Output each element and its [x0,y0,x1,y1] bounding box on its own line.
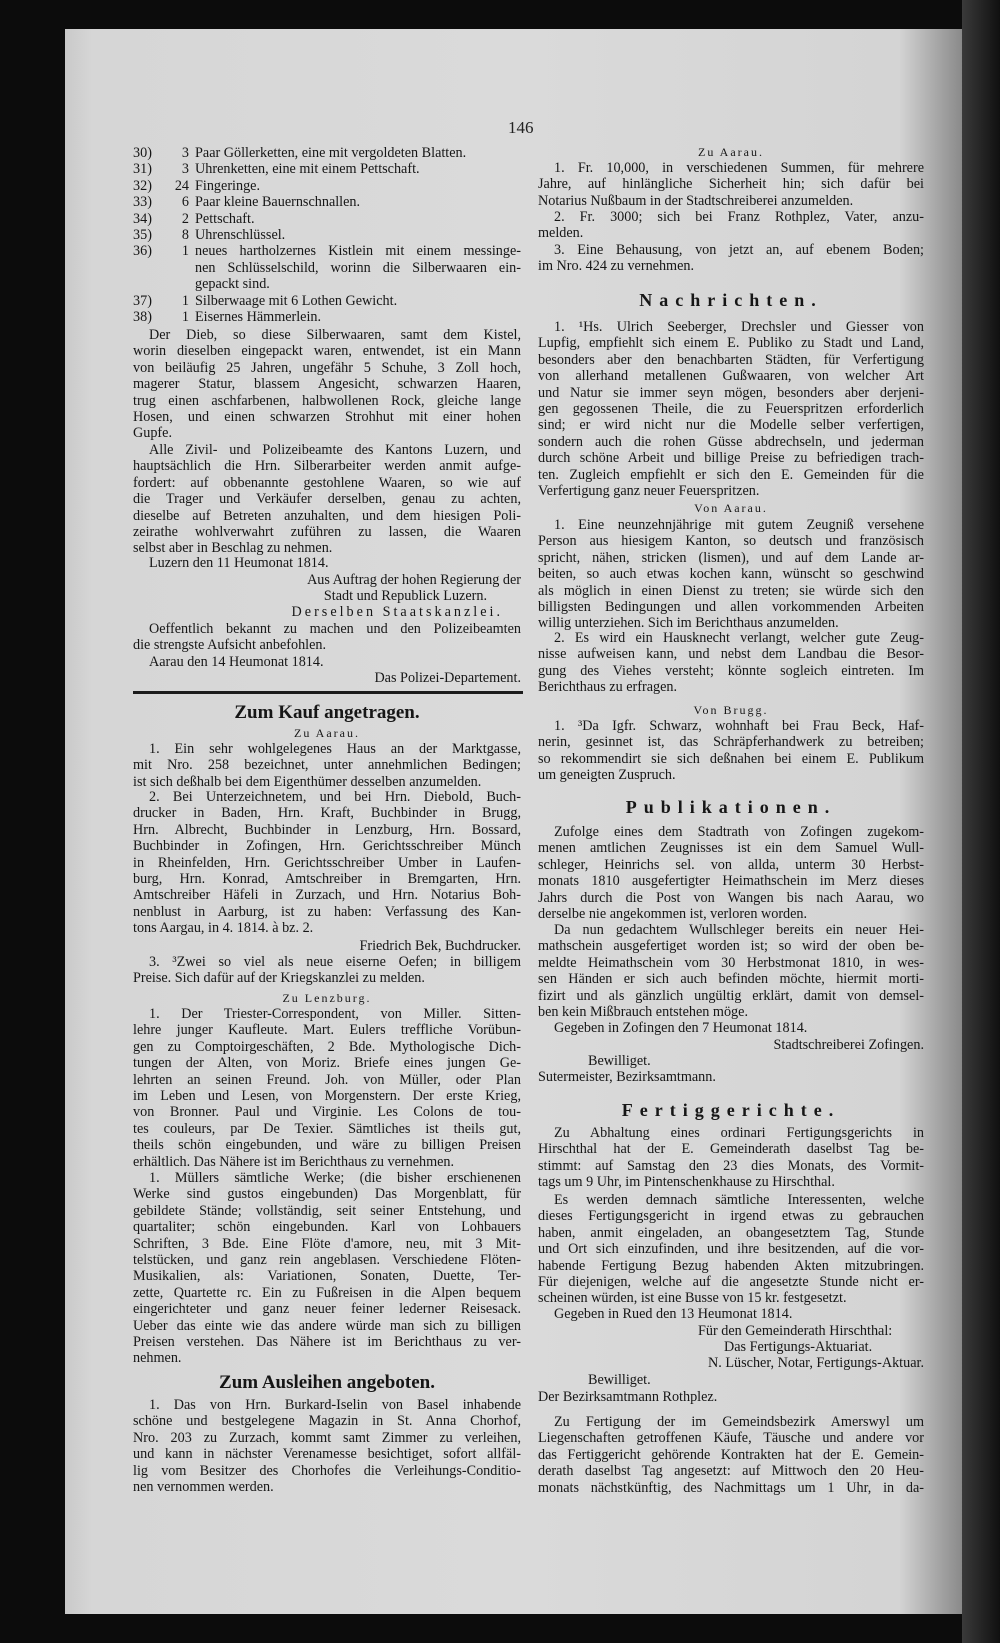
item-quantity [163,276,195,292]
text-line: sen Händen er sich auch befinden möchte, hiermit morti- [538,971,924,988]
text-line: Zu Fertigung der im Gemeindsbezirk Amerswyl um [554,1414,924,1430]
page-number: 146 [508,118,534,137]
court-signature-3: N. Lüscher, Notar, Fertigungs-Aktuar. [708,1355,924,1371]
text-line: 1. ¹Hs. Ulrich Seeberger, Drechsler und Giesser von [554,319,924,335]
police-appeal [133,442,521,557]
text-line: Zufolge eines dem Stadtrath von Zofingen zugekom- [554,824,924,840]
text-line: Verfertigung ganz neuer Feuerspritzen. [538,482,760,499]
publication-official: Sutermeister, Bezirksamtmann. [538,1069,716,1085]
item-text: nen Schlüsselschild, worinn die Silberwaaren ein- [195,259,521,276]
publication-approved: Bewilliget. [588,1053,651,1069]
text-line: und kann in nächster Verenamesse besichtiget, sofort allfäl- [133,1446,521,1463]
list-item [133,309,521,325]
text-line: Gupfe. [133,425,173,442]
text-line: mathschein ausgefertiget worden ist; so wird der oben be- [538,938,924,955]
text-line: Der Dieb, so diese Silberwaaren, samt dem Kistel, [149,327,521,343]
text-line: 1. Müllers sämtliche Werke; (die bisher erschienenen [149,1170,521,1186]
item-text: Silberwaage mit 6 Lothen Gewicht. [195,292,398,309]
item-quantity: 2 [181,210,189,227]
item-quantity: 6 [181,194,189,211]
item-number [133,260,163,276]
signature-stadt: Stadt und Republick Luzern. [323,588,487,604]
text-line: 2. Bei Unterzeichnetem, und bei Hrn. Diebold, Buch- [149,789,521,805]
list-item [133,178,521,194]
item-quantity: 1 [181,292,189,309]
list-item [133,276,521,292]
text-line: so rekommendirt sie sich deßnahen bei einem E. Publikum [538,750,924,767]
text-line: sind; er wird nicht nur die Modelle selber verfertigen, [538,417,924,434]
text-line: 1. Der Triester-Correspondent, von Miller. Sitten- [149,1006,521,1022]
text-line: in Rheinfelden, Hrn. Gerichtsschreiber Umber in Laufen- [133,854,521,871]
text-line: trug einen aschfarbenen, halbwollenen Rock, gleiche lange [133,392,521,409]
text-line: fordert: auf obbenannte gestohlene Waaren, so wie auf [133,474,521,491]
text-line: tags um 9 Uhr, im Pintenschenkhause zu Hirschthal. [538,1174,835,1191]
text-line: schleger, Heinrichs sel. von allda, unterm 30 Herbst- [538,856,924,873]
item-text: Eisernes Hämmerlein. [195,308,322,325]
text-line: magerer Statur, blassem Angesicht, schwarzen Haaren, [133,376,521,393]
text-line: habende Fertigung Bezug habenden Akten mitzubringen. [538,1257,924,1274]
loan-item-3 [538,242,924,275]
sale-item-2 [133,789,521,937]
item-quantity: 1 [181,308,189,325]
item-text: Paar kleine Bauernschnallen. [195,194,361,211]
text-line: Buchbinder in Zofingen, Hrn. Gerichtsschreiber Münch [133,838,521,855]
text-line: das Fertiggericht gehörende Kontrakten hat der E. Gemein- [538,1446,924,1463]
text-line: Ueber das einte wie das andere würde man sich zu billigen [133,1317,521,1334]
text-line: selbst aber in Beschlag zu nehmen. [133,540,333,557]
text-line: scheinen würden, ist eine Busse von 15 kr. festgesetzt. [538,1290,847,1307]
text-line: nisse aufweisen kann, und nebst dem Landbau die Besor- [538,646,924,663]
court-p2 [538,1192,924,1307]
text-line: und Ort sich einzufinden, und ihre besitzenden, auf die vor- [538,1241,924,1258]
polizei-signature: Das Polizei-Departement. [374,670,521,686]
list-item [133,260,521,276]
heading-zum-ausleihen: Zum Ausleihen angeboten. [219,1372,435,1393]
text-line: 1. ³Da Igfr. Schwarz, wohnhaft bei Frau Beck, Haf- [554,718,924,734]
text-line: Berichthaus zu erfragen. [538,679,678,696]
subheading-zu-aarau: Zu Aarau. [294,726,360,740]
heading-nachrichten: Nachrichten. [639,290,823,310]
text-line: gen zu Comptoirgeschäften, 2 Bde. Mythologische Dich- [133,1038,521,1055]
sale-item-3 [133,954,521,987]
item-number: 38) [133,308,152,325]
lenzburg-item-2 [133,1170,521,1367]
text-line: Amtschreiber Häfeli in Zurzach, und Hrn. Notarius Boh- [133,887,521,904]
text-line: ben kein Mißbrauch entstehen möge. [538,1003,748,1020]
publication-note [133,621,521,654]
publication-signature: Stadtschreiberei Zofingen. [773,1037,924,1053]
text-line: ist sich deßhalb bei dem Eigenthümer desselben anzumelden. [133,773,482,790]
text-line: Nro. 203 zu Zurzach, kommt samt Zimmer zu verleihen, [133,1429,521,1446]
heading-zum-kauf: Zum Kauf angetragen. [234,702,420,723]
court-p1 [538,1125,924,1191]
subheading-von-brugg: Von Brugg. [693,703,769,717]
text-line: billigsten Bedingungen und allen vorkommenden Arbeiten [538,598,924,615]
text-line: theils schön eingebunden, und wäre zu billigen Preisen [133,1137,521,1154]
text-line: telstücken, und ganz rein angeblasen. Verschiedene Flöten- [133,1251,521,1268]
text-line: menen amtlichen Zeugnisses ist ein dem Samuel Wull- [538,840,924,857]
text-line: tons Aargau, in 4. 1814. à bz. 2. [133,920,314,937]
text-line: von allerhand metallenen Gußwaaren, von welcher Art [538,368,924,385]
text-line: monats nächstkünftig, des Nachmittags um 1 Uhr, in da- [538,1479,924,1496]
text-line: Oeffentlich bekannt zu machen und den Polizeibeamten [149,621,521,637]
news-item-schwarz [538,718,924,784]
text-line: Zu Abhaltung eines ordinari Fertigungsgerichts in [554,1125,924,1141]
text-line: willig unterziehen. Sich im Berichthaus anzumelden. [538,615,839,632]
item-quantity: 3 [181,145,189,161]
text-line: tungen der Alten, von Moriz. Briefe eines jungen Ge- [133,1055,521,1072]
text-line: Liegenschaften getroffenen Käufe, Täusche und andere vor [538,1430,924,1447]
news-item-hausknecht [538,630,924,696]
heading-fertiggerichte: Fertiggerichte. [621,1100,841,1120]
text-line: Werke sind gustos eingebunden) Das Morgenblatt, für [133,1186,521,1203]
text-line: Alle Zivil- und Polizeibeamte des Kantons Luzern, und [149,442,521,458]
text-line: 1. Das von Hrn. Burkard-Iselin von Basel inhabende [149,1397,521,1413]
text-line: lig vom Besitzer des Chorhofes die Verleihungs-Conditio- [133,1462,521,1479]
text-line: Hirschthal hat der E. Gemeinderath daselbst Tag be- [538,1141,924,1158]
item-quantity [163,260,195,276]
item-text: Uhrenschlüssel. [195,226,286,243]
text-line: als möglich in einen Dienst zu treten; sie würde sich den [538,582,924,599]
list-item [133,211,521,227]
section-divider [133,691,523,694]
text-line: beiten, so auch etwas kochen kann, wünscht so geschwind [538,566,924,583]
text-line: die strengste Aufsicht anbefohlen. [133,637,327,654]
text-line: Person aus hiesigem Kanton, so deutsch und französisch [538,533,924,550]
item-number: 33) [133,194,152,211]
item-text: neues hartholzernes Kistlein mit einem messinge- [195,243,521,260]
list-item [133,243,521,259]
text-line: im Nro. 424 zu vernehmen. [538,258,695,275]
text-line: im Leben und Lesen, von Morgenstern. Der erste Krieg, [133,1087,521,1104]
text-line: eingerichteter und ganz neuer feiner lederner Reisesack. [133,1301,521,1318]
item-number: 36) [133,243,152,260]
text-line: 2. Fr. 3000; sich bei Franz Rothplez, Vater, anzu- [554,209,924,225]
text-line: Hrn. Albrecht, Buchbinder in Lenzburg, Hrn. Bossard, [133,821,521,838]
text-line: 1. Eine neunzehnjährige mit gutem Zeugniß versehene [554,517,924,533]
news-item-seeberger [538,319,924,499]
item-quantity: 8 [181,226,189,243]
bek-signature: Friedrich Bek, Buchdrucker. [359,938,521,954]
text-line: Jahrs durch die Post von Wangen bis nach Aarau, wo [538,889,924,906]
stolen-items-list [133,145,521,325]
subheading-zu-aarau-right: Zu Aarau. [698,145,764,159]
text-line: Notarius Nußbaum in der Stadtschreiberei anzumelden. [538,192,854,209]
text-line: Preise. Sich dafür auf der Kriegskanzlei zu melden. [133,970,425,987]
publication-p1 [538,824,924,922]
text-line: besonders aber den benachbarten Städten, für Verfertigung [538,351,924,368]
text-line: ten. Zugleich empfiehlt er sich den E. Gemeinden für die [538,466,924,483]
text-line: Preisen verstehen. Das Nähere ist im Berichthaus zu ver- [133,1333,521,1350]
item-quantity: 24 [174,177,189,194]
text-line: dieselbe auf Betreten anzuhalten, und dem hiesigen Poli- [133,507,521,524]
text-line: hauptsächlich die Hrn. Silberarbeiter werden anmit aufge- [133,458,521,475]
text-line: spricht, nähen, stricken (lismen), und auf dem Lande ar- [538,549,924,566]
item-number: 32) [133,177,152,194]
text-line: 1. Ein sehr wohlgelegenes Haus an der Marktgasse, [149,741,521,757]
court-date: Gegeben in Rued den 13 Heumonat 1814. [554,1306,793,1322]
publication-date: Gegeben in Zofingen den 7 Heumonat 1814. [554,1020,808,1036]
news-item-dienst [538,517,924,632]
list-item [133,161,521,177]
text-line: durch schöne Arbeit und billige Preise zu befriedigen trach- [538,450,924,467]
list-item [133,194,521,210]
lending-item-1 [133,1397,521,1495]
text-line: Schriften, 3 Bde. Eine Flöte d'amore, neu, mit 3 Mit- [133,1235,521,1252]
text-line: quartaliter; schön eingebunden. Karl von Lohbauers [133,1219,521,1236]
item-quantity: 1 [181,243,189,260]
text-line: von beiläufig 25 Jahren, ungefähr 5 Schuhe, 3 Zoll hoch, [133,359,521,376]
item-number [133,276,163,292]
text-line: nerin, gesinnet ist, das Schräpferhandwerk zu betreiben; [538,734,924,751]
item-text: Uhrenketten, eine mit einem Pettschaft. [195,161,420,178]
court-approved: Bewilliget. [588,1372,651,1388]
text-line: fizirt und als gänzlich ungültig erklärt, damit von demsel- [538,987,924,1004]
list-item [133,293,521,309]
item-quantity: 3 [181,161,189,178]
text-line: nehmen. [133,1350,182,1367]
text-line: gebildete Stände; vollständig, seit seiner Entstehung, und [133,1202,521,1219]
loan-item-1 [538,160,924,209]
list-item [133,145,521,161]
text-line: nenblust in Aarburg, ist zu haben: Verfassung des Kan- [133,903,521,920]
text-line: erhältlich. Das Nähere ist im Berichthaus zu vernehmen. [133,1153,455,1170]
subheading-von-aarau: Von Aarau. [694,501,768,515]
text-line: nen vernommen werden. [133,1478,274,1495]
text-line: lehrten an seinen Freund. Joh. von Müller, oder Plan [133,1071,521,1088]
text-line: lehre junger Kaufleute. Mart. Eulers treffliche Vorübun- [133,1022,521,1039]
item-text: gepackt sind. [195,276,270,293]
text-line: 2. Es wird ein Hausknecht verlangt, welcher gute Zeug- [554,630,924,646]
text-line: derath daselbst Tag angesetzt: auf Mittwoch den 20 Heu- [538,1463,924,1480]
text-line: Jahre, auf hinlängliche Sicherheit hin; sich dafür bei [538,176,924,193]
text-line: um geneigten Zuspruch. [538,767,676,784]
text-line: schöne und bestgelegene Magazin in St. Anna Chorhof, [133,1413,521,1430]
text-line: haben, anmit eingeladen, an obangesetztem Tag, Stunde [538,1224,924,1241]
text-line: gung des Viehes versteht; könnte sogleich eintreten. Im [538,662,924,679]
text-line: Für diejenigen, welche auf die angesetzte Stunde nicht er- [538,1273,924,1290]
text-line: drucker in Baden, Hrn. Kraft, Buchbinder in Brugg, [133,805,521,822]
text-line: melden. [538,225,584,242]
text-line: tes couleurs, par De Texier. Sämtliches ist theils gut, [133,1120,521,1137]
item-text: Paar Göllerketten, eine mit vergoldeten Blatten. [195,145,467,161]
theft-description [133,327,521,442]
text-line: zette, Quartette rc. Ein zu Fußreisen in die Alpen bequem [133,1284,521,1301]
sale-item-1 [133,741,521,790]
scan-edge-shadow [962,0,1000,1643]
text-line: 1. Fr. 10,000, in verschiedenen Summen, für mehrere [554,160,924,176]
text-line: Da nun gedachtem Wullschleger bereits ein neuer Hei- [554,922,924,938]
text-line: Lupfig, empfiehlt sich einem E. Publiko zu Stadt und Land, [538,335,924,352]
court-signature-2: Das Fertigungs-Aktuariat. [724,1339,873,1355]
text-line: 3. ³Zwei so viel als neue eiserne Oefen; in billigem [149,954,521,970]
text-line: burg, Hrn. Konrad, Amtschreiber in Bremgarten, Hrn. [133,870,521,887]
text-line: mit Nro. 258 bezeichnet, unter annehmlichen Bedingen; [133,757,521,774]
item-number: 37) [133,292,152,309]
list-item [133,227,521,243]
text-line: sondern auch die rohen Güsse abdrechseln, und jederman [538,433,924,450]
loan-item-2 [538,209,924,242]
item-number: 31) [133,161,152,178]
aarau-date: Aarau den 14 Heumonat 1814. [149,654,324,670]
text-line: meldte Heimathschein vom 30 Herbstmonat 1810, in wes- [538,954,924,971]
signature-kanzlei: Derselben Staatskanzlei. [291,604,503,620]
luzern-date: Luzern den 11 Heumonat 1814. [149,555,329,571]
item-text: Fingeringe. [195,177,261,194]
text-line: die Trager und Verkäufer derselben, genau zu achten, [133,491,521,508]
heading-publikationen: Publikationen. [625,797,837,817]
lenzburg-item-1 [133,1006,521,1170]
court-official: Der Bezirksamtmann Rothplez. [538,1389,718,1405]
text-line: dieses Fertigungsgericht in irgend etwas zu gebrauchen [538,1208,924,1225]
text-line: monats 1810 ausgefertigter Heimathschein im Merz dieses [538,873,924,890]
signature-auftrag: Aus Auftrag der hohen Regierung der [307,572,521,588]
text-line: Hosen, und einen schwarzen Strohhut mit einer hohen [133,408,521,425]
text-line: von Bronner. Paul und Virginie. Les Colons de tou- [133,1104,521,1121]
text-line: Es werden demnach sämtliche Interessenten, welche [554,1192,924,1208]
text-line: zeirathe wohlverwahrt zuführen zu lassen, die Waaren [133,523,521,540]
text-line: Musikalien, als: Variationen, Sonaten, Duette, Ter- [133,1268,521,1285]
court-signature-1: Für den Gemeinderath Hirschthal: [698,1323,893,1339]
court-p3 [538,1414,924,1496]
text-line: stimmt: auf Samstag den 23 dies Monats, des Vormit- [538,1157,924,1174]
text-line: worin dieselben eingepackt waren, entwendet, ist ein Mann [133,343,521,360]
text-line: und Natur sie immer seyn mögen, besonders aber derjeni- [538,384,924,401]
text-line: 3. Eine Behausung, von jetzt an, auf ebenem Boden; [554,242,924,258]
item-number: 34) [133,210,152,227]
item-text: Pettschaft. [195,210,255,227]
text-line: gen gegossenen Theile, die zu Feuerspritzen erforderlich [538,400,924,417]
item-number: 35) [133,226,152,243]
subheading-zu-lenzburg: Zu Lenzburg. [282,991,372,1005]
text-line: derselbe nie angekommen ist, verloren worden. [538,905,808,922]
publication-p2 [538,922,924,1020]
item-number: 30) [133,145,152,161]
